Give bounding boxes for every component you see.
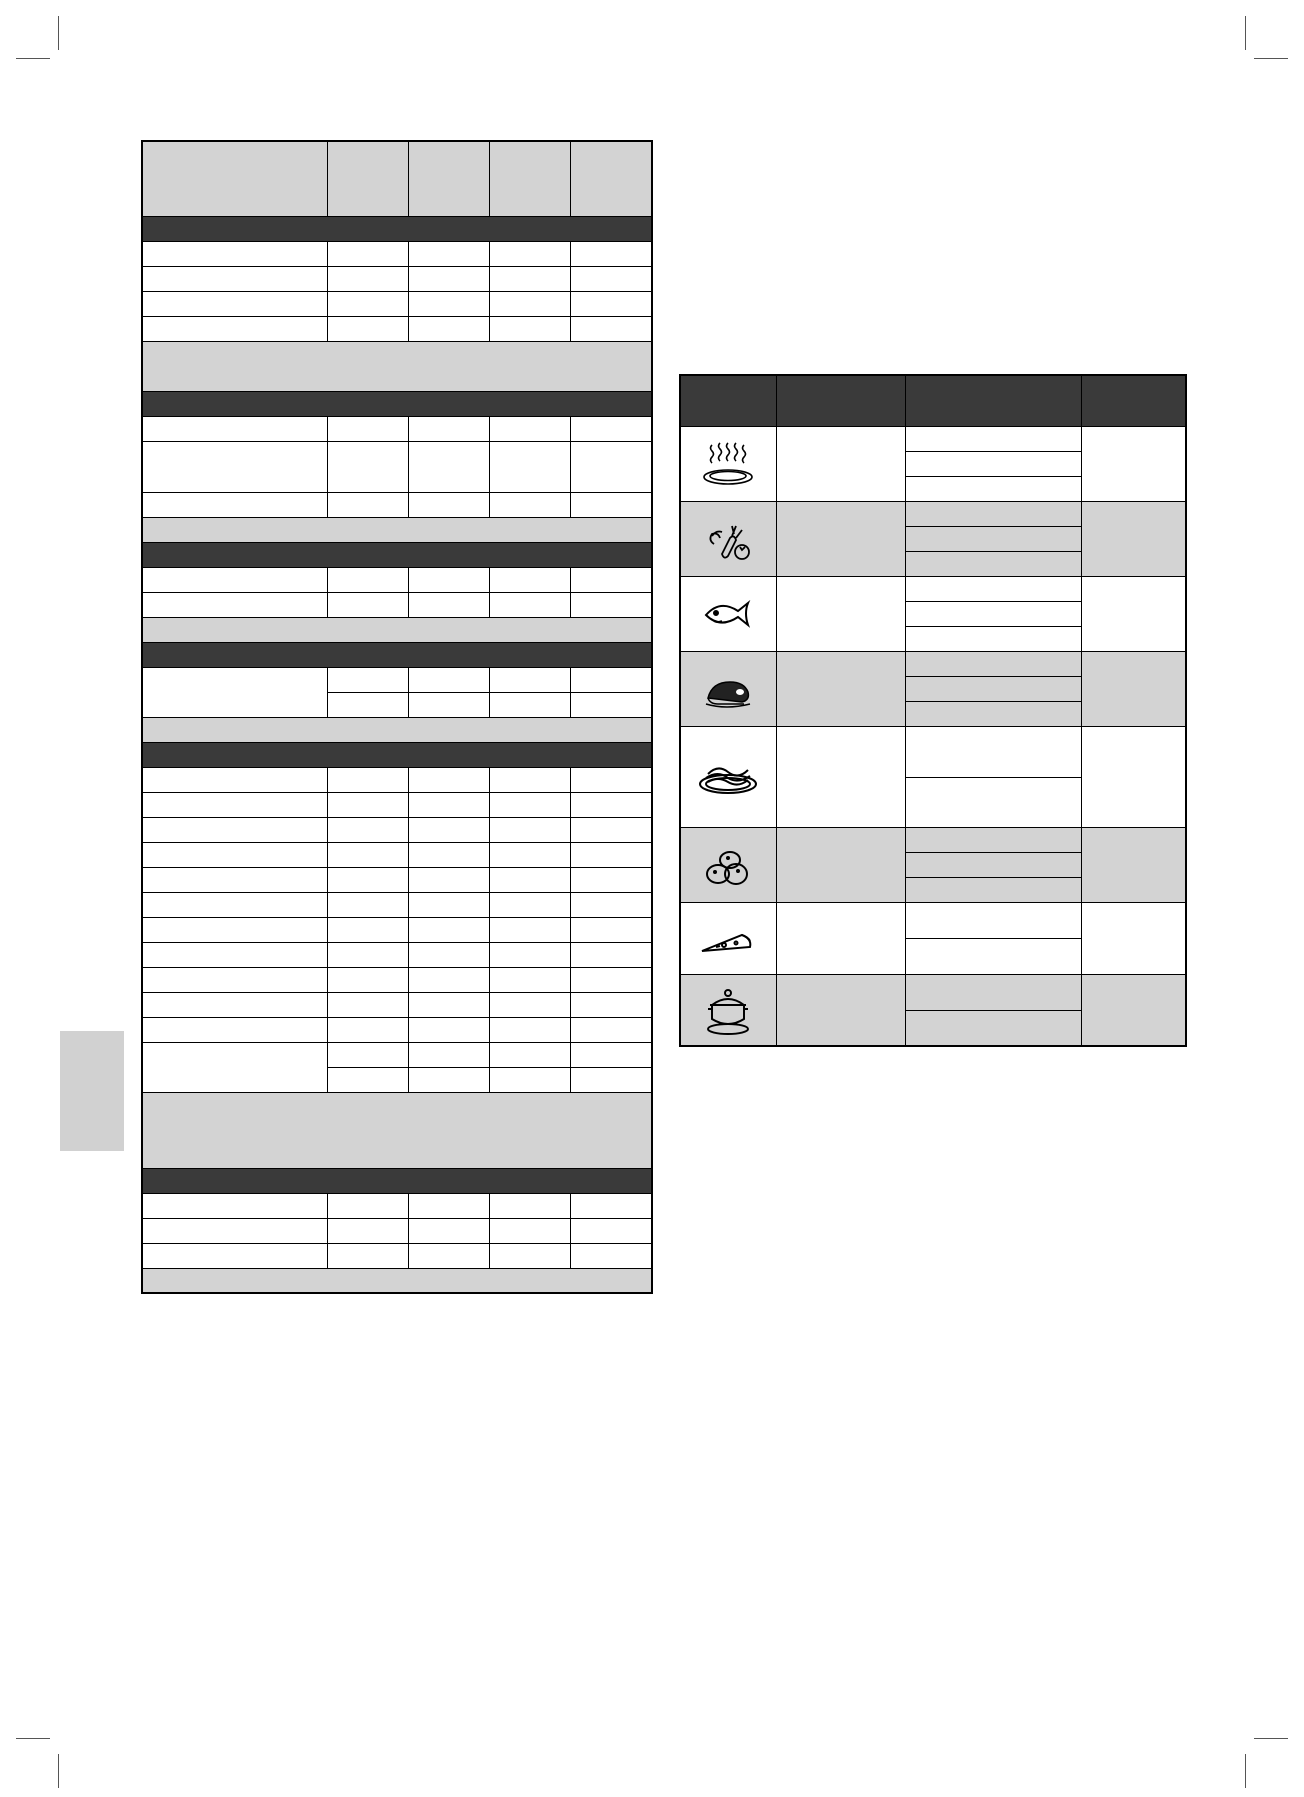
section-header <box>142 216 652 241</box>
crop-mark <box>1254 58 1288 59</box>
category-cell <box>776 902 905 974</box>
table-cell <box>490 992 571 1017</box>
section-header-cell <box>142 391 652 416</box>
table-cell <box>328 892 409 917</box>
table-cell <box>571 967 653 992</box>
table-cell <box>490 692 571 717</box>
table-cell <box>409 967 490 992</box>
table-row <box>142 291 652 316</box>
table-cell <box>409 767 490 792</box>
table-cell <box>409 1017 490 1042</box>
table-row <box>142 241 652 266</box>
table-header-row <box>680 375 1186 426</box>
header-cell <box>142 141 328 216</box>
header-cell <box>328 141 409 216</box>
table-row <box>142 917 652 942</box>
table-cell <box>328 592 409 617</box>
table-cell <box>490 441 571 492</box>
table-cell <box>142 1243 328 1268</box>
table-cell <box>409 416 490 441</box>
note-row <box>142 617 652 642</box>
table-row <box>680 902 1186 938</box>
table-cell <box>571 792 653 817</box>
note-row <box>142 1268 652 1293</box>
table-cell <box>409 291 490 316</box>
table-cell <box>490 667 571 692</box>
table-cell <box>490 1042 571 1067</box>
table-cell <box>409 842 490 867</box>
table-row <box>142 817 652 842</box>
table-cell <box>409 792 490 817</box>
table-cell <box>142 1017 328 1042</box>
category-cell <box>776 576 905 651</box>
section-header-cell <box>142 642 652 667</box>
table-cell <box>409 441 490 492</box>
table-cell <box>490 917 571 942</box>
table-cell <box>571 867 653 892</box>
table-cell <box>409 266 490 291</box>
table-cell <box>409 917 490 942</box>
crop-mark <box>58 16 59 50</box>
table-cell <box>328 792 409 817</box>
table-cell <box>905 651 1081 676</box>
table-cell <box>571 1067 653 1092</box>
table-cell <box>490 1193 571 1218</box>
crop-mark <box>1245 1754 1246 1788</box>
table-cell <box>409 1218 490 1243</box>
food-category-table <box>679 374 1187 1047</box>
table-cell <box>905 902 1081 938</box>
table-row <box>142 1193 652 1218</box>
table-cell <box>905 676 1081 701</box>
table-cell <box>490 792 571 817</box>
crop-mark <box>16 58 50 59</box>
crop-mark <box>1245 16 1246 50</box>
table-cell <box>328 241 409 266</box>
category-cell <box>776 827 905 902</box>
category-cell <box>776 651 905 726</box>
note-cell <box>142 341 652 391</box>
table-cell <box>571 817 653 842</box>
category-cell <box>776 426 905 501</box>
note-row <box>142 517 652 542</box>
meat-icon <box>700 664 756 714</box>
table-row <box>142 867 652 892</box>
note-cell <box>142 617 652 642</box>
table-cell <box>905 852 1081 877</box>
cooking-times-table <box>141 140 653 1294</box>
category-cell <box>776 501 905 576</box>
table-row <box>142 441 652 492</box>
header-cell <box>571 141 653 216</box>
table-cell <box>142 767 328 792</box>
table-cell <box>571 266 653 291</box>
header-cell <box>409 141 490 216</box>
table-cell <box>571 416 653 441</box>
table-cell <box>490 241 571 266</box>
table-cell <box>490 492 571 517</box>
table-cell <box>409 316 490 341</box>
value-cell <box>1081 501 1186 576</box>
table-row <box>142 842 652 867</box>
table-row <box>142 492 652 517</box>
table-cell <box>142 917 328 942</box>
table-cell <box>409 1193 490 1218</box>
table-cell <box>328 967 409 992</box>
table-row <box>142 892 652 917</box>
value-cell <box>1081 974 1186 1046</box>
table-cell <box>905 701 1081 726</box>
table-cell <box>328 291 409 316</box>
table-cell <box>142 1193 328 1218</box>
section-header <box>142 542 652 567</box>
table-cell <box>328 1017 409 1042</box>
table-row <box>142 942 652 967</box>
table-cell <box>142 567 328 592</box>
table-cell <box>328 992 409 1017</box>
table-cell <box>409 492 490 517</box>
table-row <box>142 667 652 692</box>
table-cell <box>571 1218 653 1243</box>
table-cell <box>409 1243 490 1268</box>
table-cell <box>409 867 490 892</box>
table-cell <box>905 501 1081 526</box>
table-row <box>680 726 1186 777</box>
table-cell <box>905 601 1081 626</box>
pasta-icon <box>696 752 760 802</box>
table-row <box>142 767 652 792</box>
table-cell <box>409 692 490 717</box>
icon-cell <box>680 726 776 827</box>
table-cell <box>328 492 409 517</box>
section-header-cell <box>142 542 652 567</box>
table-row <box>680 827 1186 852</box>
note-row <box>142 1092 652 1168</box>
section-header-cell <box>142 216 652 241</box>
table-cell <box>571 842 653 867</box>
table-cell <box>490 967 571 992</box>
table-cell <box>142 842 328 867</box>
table-cell <box>571 1193 653 1218</box>
section-header-cell <box>142 742 652 767</box>
table-cell <box>571 316 653 341</box>
table-header-row <box>142 141 652 216</box>
icon-cell <box>680 974 776 1046</box>
note-row <box>142 717 652 742</box>
table-cell <box>490 1218 571 1243</box>
table-cell <box>490 892 571 917</box>
table-cell <box>328 842 409 867</box>
table-row <box>142 316 652 341</box>
table-cell <box>409 942 490 967</box>
table-row <box>142 967 652 992</box>
table-cell <box>142 667 328 717</box>
table-cell <box>409 817 490 842</box>
section-header <box>142 1168 652 1193</box>
table-cell <box>490 867 571 892</box>
note-cell <box>142 1092 652 1168</box>
value-cell <box>1081 827 1186 902</box>
table-cell <box>905 1010 1081 1046</box>
table-row <box>680 426 1186 451</box>
table-row <box>680 974 1186 1010</box>
table-cell <box>328 1243 409 1268</box>
value-cell <box>1081 576 1186 651</box>
table-cell <box>142 892 328 917</box>
header-cell <box>776 375 905 426</box>
table-cell <box>905 827 1081 852</box>
table-cell <box>571 1017 653 1042</box>
table-row <box>142 792 652 817</box>
table-cell <box>328 867 409 892</box>
table-cell <box>571 1042 653 1067</box>
table-cell <box>905 576 1081 601</box>
table-cell <box>409 1042 490 1067</box>
steaming-plate-icon <box>700 439 756 489</box>
table-cell <box>571 441 653 492</box>
table-cell <box>571 667 653 692</box>
table-cell <box>490 567 571 592</box>
table-row <box>142 992 652 1017</box>
table-cell <box>905 451 1081 476</box>
icon-cell <box>680 902 776 974</box>
table-row <box>142 567 652 592</box>
table-cell <box>490 291 571 316</box>
table-cell <box>490 316 571 341</box>
icon-cell <box>680 576 776 651</box>
table-cell <box>905 877 1081 902</box>
section-side-tab <box>60 1031 124 1151</box>
section-header <box>142 742 652 767</box>
table-cell <box>905 938 1081 974</box>
table-cell <box>571 1243 653 1268</box>
table-cell <box>571 767 653 792</box>
table-cell <box>142 942 328 967</box>
table-cell <box>328 416 409 441</box>
icon-cell <box>680 501 776 576</box>
table-cell <box>142 266 328 291</box>
cooking-pot-icon <box>700 983 756 1037</box>
table-cell <box>142 1042 328 1092</box>
table-cell <box>905 551 1081 576</box>
table-cell <box>142 817 328 842</box>
table-cell <box>571 992 653 1017</box>
table-cell <box>328 942 409 967</box>
table-row <box>680 576 1186 601</box>
table-cell <box>328 767 409 792</box>
table-row <box>142 266 652 291</box>
table-cell <box>571 592 653 617</box>
header-cell <box>1081 375 1186 426</box>
table-cell <box>142 792 328 817</box>
table-cell <box>490 942 571 967</box>
pizza-slice-icon <box>696 913 760 963</box>
table-cell <box>409 567 490 592</box>
header-cell <box>490 141 571 216</box>
table-cell <box>328 1193 409 1218</box>
table-cell <box>328 667 409 692</box>
table-cell <box>142 441 328 492</box>
value-cell <box>1081 651 1186 726</box>
category-cell <box>776 726 905 827</box>
table-cell <box>490 842 571 867</box>
table-cell <box>328 1042 409 1067</box>
table-cell <box>490 1017 571 1042</box>
table-cell <box>142 492 328 517</box>
potatoes-icon <box>700 840 756 890</box>
table-cell <box>905 726 1081 777</box>
table-cell <box>905 526 1081 551</box>
table-cell <box>905 777 1081 827</box>
table-cell <box>142 241 328 266</box>
category-cell <box>776 974 905 1046</box>
table-cell <box>142 592 328 617</box>
table-cell <box>571 692 653 717</box>
table-cell <box>409 992 490 1017</box>
header-cell <box>905 375 1081 426</box>
header-cell <box>680 375 776 426</box>
table-cell <box>142 992 328 1017</box>
table-cell <box>571 492 653 517</box>
table-cell <box>905 974 1081 1010</box>
vegetables-icon <box>700 514 756 564</box>
table-cell <box>571 892 653 917</box>
value-cell <box>1081 902 1186 974</box>
table-row <box>142 592 652 617</box>
table-cell <box>142 867 328 892</box>
table-cell <box>409 892 490 917</box>
table-cell <box>490 416 571 441</box>
table-cell <box>409 592 490 617</box>
table-cell <box>328 567 409 592</box>
table-cell <box>328 692 409 717</box>
table-cell <box>142 416 328 441</box>
table-cell <box>905 626 1081 651</box>
section-header <box>142 642 652 667</box>
table-cell <box>142 316 328 341</box>
value-cell <box>1081 426 1186 501</box>
value-cell <box>1081 726 1186 827</box>
table-cell <box>905 476 1081 501</box>
crop-mark <box>16 1738 50 1739</box>
fish-icon <box>700 589 756 639</box>
table-cell <box>142 967 328 992</box>
table-cell <box>328 917 409 942</box>
note-cell <box>142 517 652 542</box>
table-cell <box>490 817 571 842</box>
table-cell <box>409 667 490 692</box>
note-cell <box>142 1268 652 1293</box>
table-cell <box>328 1067 409 1092</box>
table-cell <box>490 266 571 291</box>
table-cell <box>571 291 653 316</box>
table-row <box>680 501 1186 526</box>
table-cell <box>571 567 653 592</box>
icon-cell <box>680 651 776 726</box>
table-cell <box>328 441 409 492</box>
table-row <box>142 1017 652 1042</box>
table-cell <box>905 426 1081 451</box>
table-cell <box>409 241 490 266</box>
section-header-cell <box>142 1168 652 1193</box>
table-row <box>142 1218 652 1243</box>
table-cell <box>490 1243 571 1268</box>
table-cell <box>142 1218 328 1243</box>
note-row <box>142 341 652 391</box>
table-cell <box>328 1218 409 1243</box>
crop-mark <box>58 1754 59 1788</box>
table-cell <box>490 1067 571 1092</box>
table-row <box>680 651 1186 676</box>
table-cell <box>571 942 653 967</box>
section-header <box>142 391 652 416</box>
crop-mark <box>1254 1738 1288 1739</box>
icon-cell <box>680 426 776 501</box>
table-cell <box>571 917 653 942</box>
table-row <box>142 1243 652 1268</box>
table-cell <box>328 316 409 341</box>
table-cell <box>328 266 409 291</box>
table-row <box>142 416 652 441</box>
icon-cell <box>680 827 776 902</box>
table-cell <box>142 291 328 316</box>
table-cell <box>571 241 653 266</box>
note-cell <box>142 717 652 742</box>
table-cell <box>490 767 571 792</box>
table-cell <box>409 1067 490 1092</box>
table-row <box>142 1042 652 1067</box>
table-cell <box>328 817 409 842</box>
table-cell <box>490 592 571 617</box>
